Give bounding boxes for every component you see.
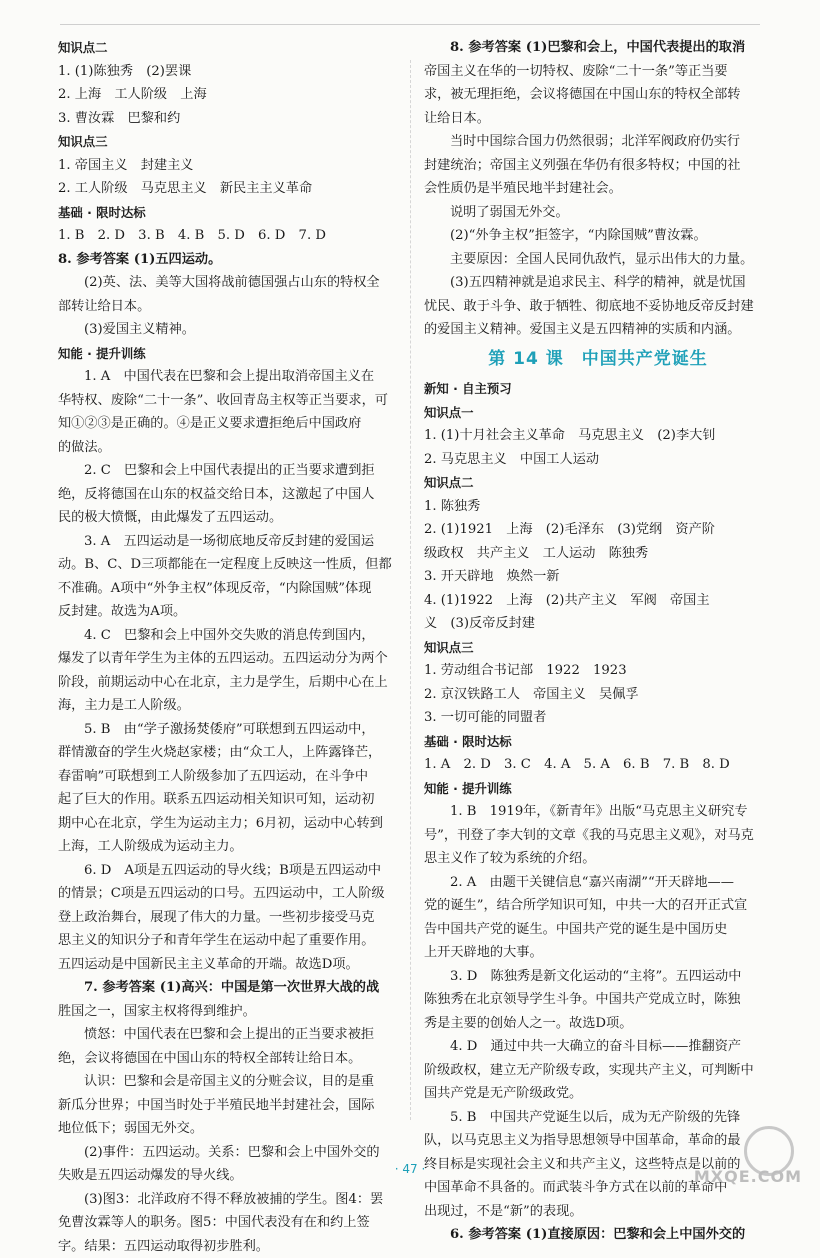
text-line: (2)事件：五四运动。关系：巴黎和会上中国外交的	[58, 1141, 398, 1165]
text-line: 帝国主义在华的一切特权、废除“二十一条”等正当要	[424, 60, 772, 84]
text-line: 主要原因：全国人民同仇敌忾，显示出伟大的力量。	[424, 248, 772, 272]
text-line: 认识：巴黎和会是帝国主义的分赃会议，目的是重	[58, 1070, 398, 1094]
text-line: 反封建。故选为A项。	[58, 600, 398, 624]
text-line: (3)五四精神就是追求民主、科学的精神，就是忧国	[424, 271, 772, 295]
text-line: 部转让给日本。	[58, 295, 398, 319]
text-line: 让给日本。	[424, 107, 772, 131]
text-line: 的爱国主义精神。爱国主义是五四精神的实质和内涵。	[424, 318, 772, 342]
text-line: 2. C 巴黎和会上中国代表提出的正当要求遭到拒	[58, 459, 398, 483]
lesson-title: 第 14 课 中国共产党诞生	[424, 348, 772, 372]
text-line: 4. (1)1922 上海 (2)共产主义 军阀 帝国主	[424, 589, 772, 613]
text-line: 新瓜分世界；中国当时处于半殖民地半封建社会，国际	[58, 1094, 398, 1118]
section-heading: 知能 · 提升训练	[58, 342, 398, 366]
text-line: 爆发了以青年学生为主体的五四运动。五四运动分为两个	[58, 647, 398, 671]
column-divider	[410, 60, 411, 1120]
text-line: 1. B 1919年，《新青年》出版“马克思主义研究专	[424, 800, 772, 824]
text-line: 群情激奋的学生火烧赵家楼；由“众工人，上阵露锋芒，	[58, 741, 398, 765]
text-line: 6. 参考答案 (1)直接原因：巴黎和会上中国外交的	[424, 1223, 772, 1247]
text-line: 封建统治；帝国主义列强在华仍有很多特权；中国的社	[424, 154, 772, 178]
right-column-top	[424, 36, 772, 342]
text-line: 起了巨大的作用。联系五四运动相关知识可知，运动初	[58, 788, 398, 812]
text-line: 3. 开天辟地 焕然一新	[424, 565, 772, 589]
text-line: 1. (1)十月社会主义革命 马克思主义 (2)李大钊	[424, 424, 772, 448]
section-heading: 知识点三	[58, 130, 398, 154]
text-line: 2. (1)1921 上海 (2)毛泽东 (3)党纲 资产阶	[424, 518, 772, 542]
right-column-bottom	[424, 377, 772, 1247]
text-line: 不准确。A项中“外争主权”体现反帝，“内除国贼”体现	[58, 577, 398, 601]
text-line: 中国革命不具备的。而武装斗争方式在以前的革命中	[424, 1176, 772, 1200]
text-line: 当时中国综合国力仍然很弱；北洋军阀政府仍实行	[424, 130, 772, 154]
text-line: 失败是五四运动爆发的导火线。	[58, 1164, 398, 1188]
text-line: 求，被无理拒绝，会议将德国在中国山东的特权全部转	[424, 83, 772, 107]
text-line: 说明了弱国无外交。	[424, 201, 772, 225]
text-line: 5. B 由“学子激扬焚倭府”可联想到五四运动中，	[58, 718, 398, 742]
text-line: 的做法。	[58, 436, 398, 460]
text-line: 义 (3)反帝反封建	[424, 612, 772, 636]
text-line: 地位低下；弱国无外交。	[58, 1117, 398, 1141]
text-line: 登上政治舞台，展现了伟大的力量。一些初步接受马克	[58, 906, 398, 930]
text-line: 1. 帝国主义 封建主义	[58, 154, 398, 178]
text-line: 秀是主要的创始人之一。故选D项。	[424, 1012, 772, 1036]
text-line: 免曹汝霖等人的职务。图5：中国代表没有在和约上签	[58, 1211, 398, 1235]
text-line: 6. D A项是五四运动的导火线；B项是五四运动中	[58, 859, 398, 883]
text-line: 2. A 由题干关键信息“嘉兴南湖”“开天辟地——	[424, 871, 772, 895]
text-line: 8. 参考答案 (1)五四运动。	[58, 248, 398, 272]
text-line: 2. 京汉铁路工人 帝国主义 吴佩孚	[424, 683, 772, 707]
page-number: · 47 ·	[0, 1162, 820, 1176]
text-line: (3)图3：北洋政府不得不释放被捕的学生。图4：罢	[58, 1188, 398, 1212]
text-line: 2. 马克思主义 中国工人运动	[424, 448, 772, 472]
text-line: 国共产党是无产阶级政党。	[424, 1082, 772, 1106]
text-line: 上海，工人阶级成为运动主力。	[58, 835, 398, 859]
text-line: 愤怒：中国代表在巴黎和会上提出的正当要求被拒	[58, 1023, 398, 1047]
section-heading: 知能 · 提升训练	[424, 777, 772, 801]
text-line: 阶级政权，建立无产阶级专政，实现共产主义，可判断中	[424, 1059, 772, 1083]
text-line: 知①②③是正确的。④是正义要求遭拒绝后中国政府	[58, 412, 398, 436]
text-line: 告中国共产党的诞生。中国共产党的诞生是中国历史	[424, 918, 772, 942]
header-rule	[60, 10, 760, 25]
text-line: 5. B 中国共产党诞生以后，成为无产阶级的先锋	[424, 1106, 772, 1130]
text-line: (2)英、法、美等大国将战前德国强占山东的特权全	[58, 271, 398, 295]
watermark-text: MXQE.COM	[694, 1167, 802, 1186]
text-line: 1. 陈独秀	[424, 495, 772, 519]
text-line: 1. A 中国代表在巴黎和会上提出取消帝国主义在	[58, 365, 398, 389]
section-heading: 知识点三	[424, 636, 772, 660]
text-line: 思主义的知识分子和青年学生在运动中起了重要作用。	[58, 929, 398, 953]
text-line: 级政权 共产主义 工人运动 陈独秀	[424, 542, 772, 566]
text-line: 号”，刊登了李大钊的文章《我的马克思主义观》，对马克	[424, 824, 772, 848]
text-line: 的情景；C项是五四运动的口号。五四运动中，工人阶级	[58, 882, 398, 906]
section-heading: 知识点二	[424, 471, 772, 495]
text-line: 1. B 2. D 3. B 4. B 5. D 6. D 7. D	[58, 224, 398, 248]
text-line: 绝，反将德国在山东的权益交给日本，这激起了中国人	[58, 483, 398, 507]
text-line: 期中心在北京，学生为运动主力；6月初，运动中心转到	[58, 812, 398, 836]
text-line: 春雷响”可联想到工人阶级参加了五四运动，在斗争中	[58, 765, 398, 789]
text-line: 2. 上海 工人阶级 上海	[58, 83, 398, 107]
text-line: (3)爱国主义精神。	[58, 318, 398, 342]
text-line: 3. 曹汝霖 巴黎和约	[58, 107, 398, 131]
text-line: 忧民、敢于斗争、敢于牺牲、彻底地不妥协地反帝反封建	[424, 295, 772, 319]
section-heading: 基础 · 限时达标	[58, 201, 398, 225]
right-column	[424, 36, 772, 1247]
text-line: 绝，会议将德国在中国山东的特权全部转让给日本。	[58, 1047, 398, 1071]
text-line: 动。B、C、D三项都能在一定程度上反映这一性质，但都	[58, 553, 398, 577]
text-line: 华特权、废除“二十一条”、收回青岛主权等正当要求，可	[58, 389, 398, 413]
text-line: 4. D 通过中共一大确立的奋斗目标——推翻资产	[424, 1035, 772, 1059]
text-line: 3. A 五四运动是一场彻底地反帝反封建的爱国运	[58, 530, 398, 554]
text-line: 胜国之一，国家主权将得到维护。	[58, 1000, 398, 1024]
text-line: 1. A 2. D 3. C 4. A 5. A 6. B 7. B 8. D	[424, 753, 772, 777]
watermark-logo	[652, 1126, 802, 1186]
text-line: 上开天辟地的大事。	[424, 941, 772, 965]
text-line: 1. 劳动组合书记部 1922 1923	[424, 659, 772, 683]
text-line: 会性质仍是半殖民地半封建社会。	[424, 177, 772, 201]
text-line: 党的诞生”，结合所学知识可知，中共一大的召开正式宣	[424, 894, 772, 918]
left-column	[58, 36, 398, 1258]
text-line: 2. 工人阶级 马克思主义 新民主主义革命	[58, 177, 398, 201]
text-line: 8. 参考答案 (1)巴黎和会上，中国代表提出的取消	[424, 36, 772, 60]
text-line: 五四运动是中国新民主主义革命的开端。故选D项。	[58, 953, 398, 977]
text-line: 海，主力是工人阶级。	[58, 694, 398, 718]
text-line: 队，以马克思主义为指导思想领导中国革命，革命的最	[424, 1129, 772, 1153]
text-line: 7. 参考答案 (1)高兴：中国是第一次世界大战的战	[58, 976, 398, 1000]
text-line: 3. 一切可能的同盟者	[424, 706, 772, 730]
text-line: 1. (1)陈独秀 (2)罢课	[58, 60, 398, 84]
text-line: 阶段，前期运动中心在北京，主力是学生，后期中心在上	[58, 671, 398, 695]
section-heading: 知识点一	[424, 401, 772, 425]
text-line: 字。结果：五四运动取得初步胜利。	[58, 1235, 398, 1258]
section-heading: 知识点二	[58, 36, 398, 60]
text-line: 出现过，不是“新”的表现。	[424, 1200, 772, 1224]
text-line: 思主义作了较为系统的介绍。	[424, 847, 772, 871]
section-heading: 新知 · 自主预习	[424, 377, 772, 401]
text-line: (2)“外争主权”拒签字，“内除国贼”曹汝霖。	[424, 224, 772, 248]
text-line: 陈独秀在北京领导学生斗争。中国共产党成立时，陈独	[424, 988, 772, 1012]
text-line: 4. C 巴黎和会上中国外交失败的消息传到国内，	[58, 624, 398, 648]
text-line: 3. D 陈独秀是新文化运动的“主将”。五四运动中	[424, 965, 772, 989]
section-heading: 基础 · 限时达标	[424, 730, 772, 754]
text-line: 民的极大愤慨，由此爆发了五四运动。	[58, 506, 398, 530]
text-line: 终目标是实现社会主义和共产主义，这些特点是以前的	[424, 1153, 772, 1177]
